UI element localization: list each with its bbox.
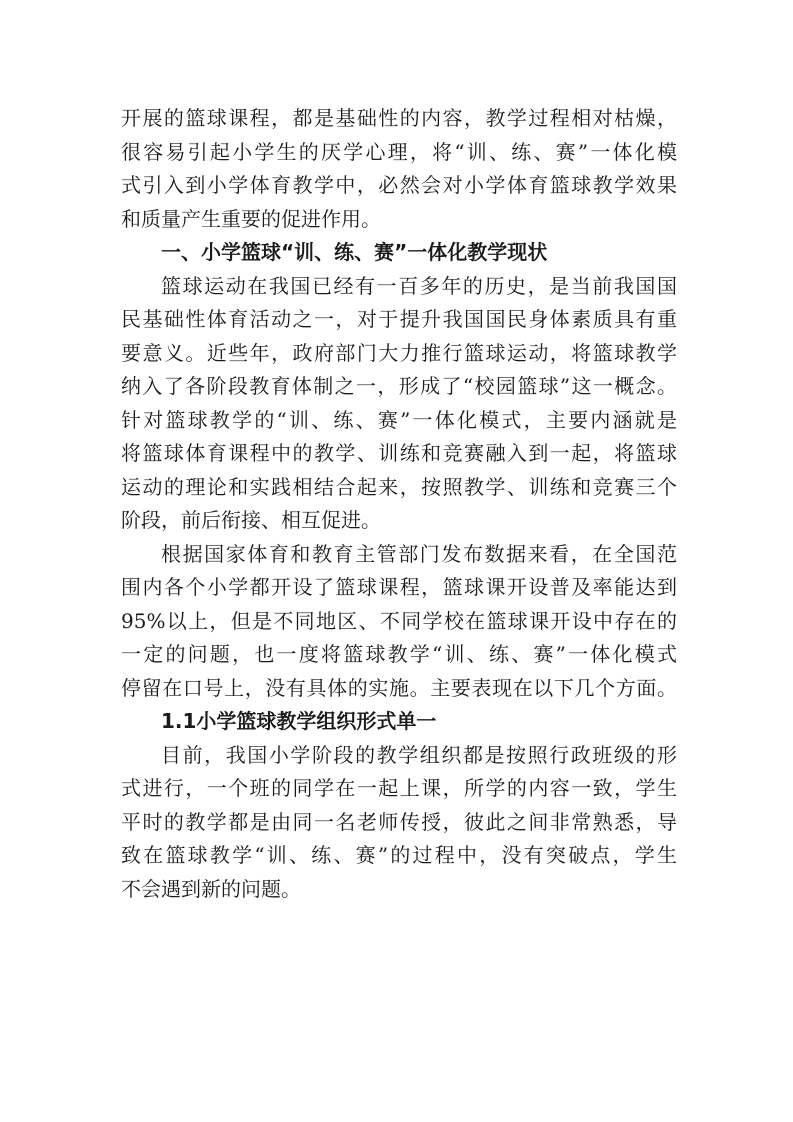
paragraph-line: 目前，我国小学阶段的教学组织都是按照行政班级的形 bbox=[161, 742, 677, 767]
paragraph-line: 纳入了各阶段教育体制之一，形成了“校园篮球”这一概念。 bbox=[121, 374, 677, 398]
paragraph-line: 很容易引起小学生的厌学心理，将“训、练、赛”一体化模 bbox=[121, 139, 677, 164]
paragraph-line: 将篮球体育课程中的教学、训练和竞赛融入到一起，将篮球 bbox=[121, 441, 677, 465]
paragraph-line: 开展的篮球课程，都是基础性的内容，教学过程相对枯燥， bbox=[121, 106, 677, 130]
paragraph-line: 针对篮球教学的“训、练、赛”一体化模式，主要内涵就是 bbox=[121, 407, 677, 432]
paragraph-line: 式进行，一个班的同学在一起上课，所学的内容一致，学生 bbox=[121, 776, 677, 800]
document-body bbox=[121, 102, 677, 906]
paragraph-line: 要意义。近些年，政府部门大力推行篮球运动，将篮球教学 bbox=[121, 340, 677, 365]
paragraph-line: 不会遇到新的问题。 bbox=[121, 876, 301, 901]
paragraph-line: 根据国家体育和教育主管部门发布数据来看，在全国范 bbox=[161, 541, 677, 566]
section-heading: 一、小学篮球“训、练、赛”一体化教学现状 bbox=[161, 240, 548, 264]
paragraph-line: 式引入到小学体育教学中，必然会对小学体育篮球教学效果 bbox=[121, 173, 677, 197]
paragraph-line: 民基础性体育活动之一，对于提升我国国民身体素质具有重 bbox=[121, 307, 677, 331]
paragraph-line: 运动的理论和实践相结合起来，按照教学、训练和竞赛三个 bbox=[121, 474, 677, 499]
paragraph-line: 篮球运动在我国已经有一百多年的历史，是当前我国国 bbox=[161, 273, 677, 298]
paragraph-line: 致在篮球教学“训、练、赛”的过程中，没有突破点，学生 bbox=[121, 843, 677, 867]
paragraph-line: 停留在口号上，没有具体的实施。主要表现在以下几个方面。 bbox=[121, 675, 677, 700]
paragraph-line: 围内各个小学都开设了篮球课程，篮球课开设普及率能达到 bbox=[121, 575, 677, 599]
paragraph-line: 平时的教学都是由同一名老师传授，彼此之间非常熟悉，导 bbox=[121, 809, 677, 834]
paragraph-line: 95%以上，但是不同地区、不同学校在篮球课开设中存在的 bbox=[121, 608, 677, 633]
paragraph-line: 和质量产生重要的促进作用。 bbox=[121, 206, 381, 231]
subsection-heading: 1.1小学篮球教学组织形式单一 bbox=[161, 709, 437, 733]
paragraph-line: 阶段，前后衔接、相互促进。 bbox=[121, 508, 381, 532]
paragraph-line: 一定的问题，也一度将篮球教学“训、练、赛”一体化模式 bbox=[121, 642, 677, 666]
